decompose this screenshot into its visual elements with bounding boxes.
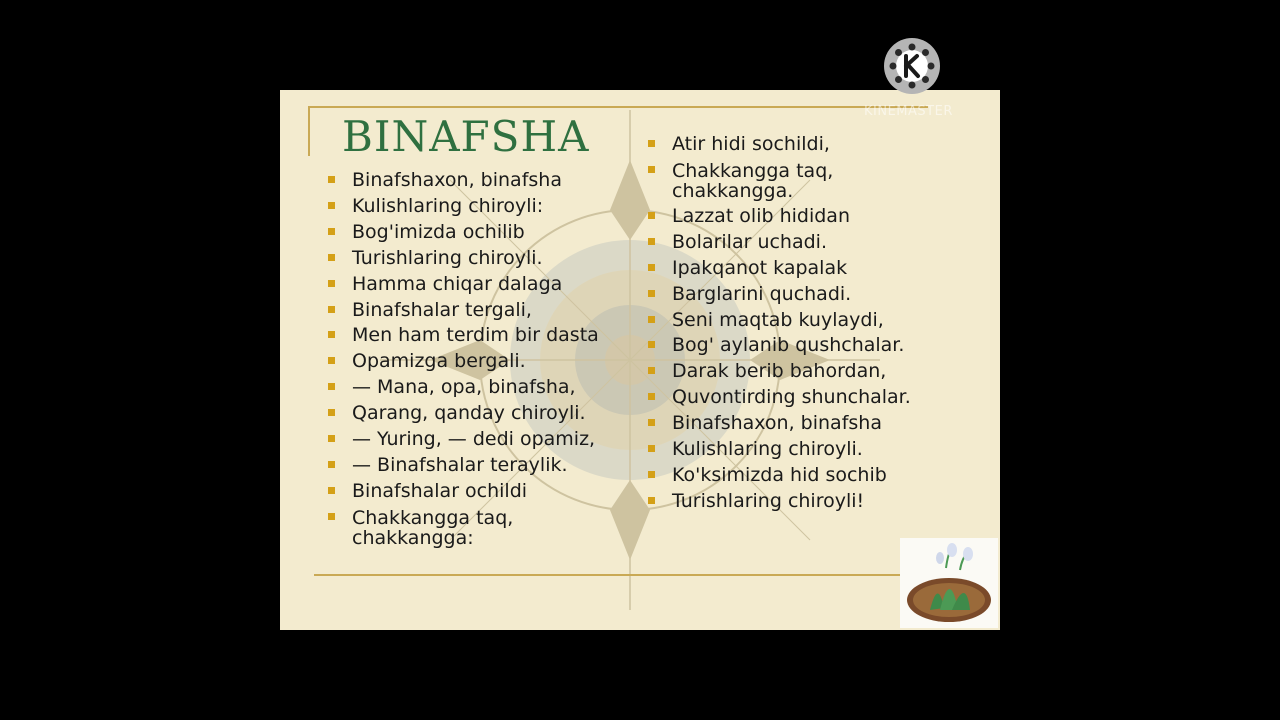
poem-line: Binafshalar tergali, bbox=[328, 298, 618, 324]
poem-line: Ko'ksimizda hid sochib bbox=[648, 463, 948, 489]
bullet-icon bbox=[328, 513, 335, 520]
poem-line: Kulishlaring chiroyli. bbox=[648, 437, 948, 463]
bullet-icon bbox=[328, 228, 335, 235]
poem-line: Quvontirding shunchalar. bbox=[648, 385, 948, 411]
poem-line: Lazzat olib hididan bbox=[648, 204, 948, 230]
bullet-icon bbox=[648, 140, 655, 147]
bullet-icon bbox=[328, 176, 335, 183]
left-divider bbox=[308, 106, 310, 156]
bullet-icon bbox=[648, 316, 655, 323]
bullet-icon bbox=[328, 383, 335, 390]
poem-line: Ipakqanot kapalak bbox=[648, 256, 948, 282]
bottom-divider bbox=[314, 574, 914, 576]
poem-line: Chakkangga taq, chakkangga: bbox=[328, 505, 618, 551]
flower-illustration-icon bbox=[900, 538, 998, 628]
poem-line: Bog'imizda ochilib bbox=[328, 220, 618, 246]
kinemaster-logo-icon bbox=[884, 38, 940, 94]
poem-line: Chakkangga taq, chakkangga. bbox=[648, 158, 948, 204]
bullet-icon bbox=[328, 435, 335, 442]
poem-line: Barglarini quchadi. bbox=[648, 282, 948, 308]
bullet-icon bbox=[648, 290, 655, 297]
poem-line: Darak berib bahordan, bbox=[648, 359, 948, 385]
poem-line: Opamizga bergali. bbox=[328, 349, 618, 375]
bullet-icon bbox=[328, 254, 335, 261]
bullet-icon bbox=[328, 409, 335, 416]
bullet-icon bbox=[328, 461, 335, 468]
top-divider bbox=[308, 106, 928, 108]
poem-line: Binafshaxon, binafsha bbox=[648, 411, 948, 437]
poem-right-column bbox=[648, 132, 948, 515]
bullet-icon bbox=[328, 357, 335, 364]
bullet-icon bbox=[328, 280, 335, 287]
poem-line: — Binafshalar teraylik. bbox=[328, 453, 618, 479]
poem-left-column bbox=[328, 168, 618, 551]
bullet-icon bbox=[648, 238, 655, 245]
bullet-icon bbox=[328, 306, 335, 313]
kinemaster-watermark: KINEMASTER bbox=[864, 104, 953, 119]
bullet-icon bbox=[648, 166, 655, 173]
bullet-icon bbox=[328, 331, 335, 338]
bullet-icon bbox=[648, 341, 655, 348]
poem-line: Atir hidi sochildi, bbox=[648, 132, 948, 158]
bullet-icon bbox=[328, 202, 335, 209]
poem-line: Binafshaxon, binafsha bbox=[328, 168, 618, 194]
poem-line: Binafshalar ochildi bbox=[328, 479, 618, 505]
poem-line: Turishlaring chiroyli. bbox=[328, 246, 618, 272]
bullet-icon bbox=[648, 393, 655, 400]
poem-line: — Mana, opa, binafsha, bbox=[328, 375, 618, 401]
poem-line: Qarang, qanday chiroyli. bbox=[328, 401, 618, 427]
bullet-icon bbox=[328, 487, 335, 494]
poem-line: Turishlaring chiroyli! bbox=[648, 489, 948, 515]
poem-line: Hamma chiqar dalaga bbox=[328, 272, 618, 298]
poem-line: Seni maqtab kuylaydi, bbox=[648, 308, 948, 334]
poem-line: Men ham terdim bir dasta bbox=[328, 323, 618, 349]
poem-line: Bog' aylanib qushchalar. bbox=[648, 333, 948, 359]
poem-line: Kulishlaring chiroyli: bbox=[328, 194, 618, 220]
bullet-icon bbox=[648, 212, 655, 219]
bullet-icon bbox=[648, 264, 655, 271]
presentation-slide bbox=[280, 90, 1000, 630]
bullet-icon bbox=[648, 497, 655, 504]
bullet-icon bbox=[648, 445, 655, 452]
poem-line: Bolarilar uchadi. bbox=[648, 230, 948, 256]
bullet-icon bbox=[648, 471, 655, 478]
bullet-icon bbox=[648, 367, 655, 374]
bullet-icon bbox=[648, 419, 655, 426]
slide-title: BINAFSHA bbox=[342, 112, 590, 161]
poem-line: — Yuring, — dedi opamiz, bbox=[328, 427, 618, 453]
